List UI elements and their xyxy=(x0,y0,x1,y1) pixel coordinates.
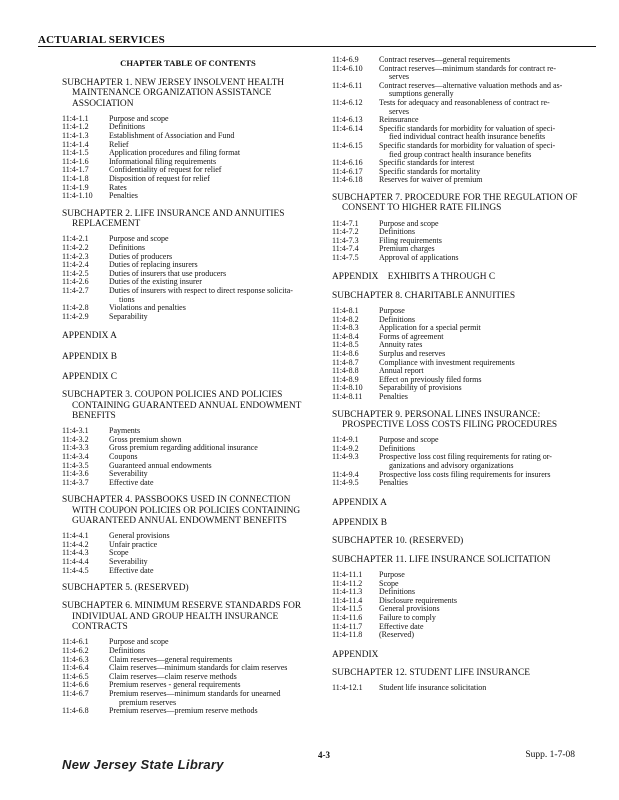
section-title-continuation: serves xyxy=(389,106,409,116)
section-title-block xyxy=(379,479,590,488)
section-title: Tests for adequacy and reasonableness of contract re- xyxy=(379,97,550,107)
section-title: (Reserved) xyxy=(379,630,415,640)
section-title: Purpose and scope xyxy=(379,435,439,445)
section-entry xyxy=(332,471,590,480)
section-title: Definitions xyxy=(109,243,145,253)
subchapter-heading: SUBCHAPTER 5. (RESERVED) xyxy=(62,583,189,594)
section-entry xyxy=(332,99,590,116)
section-entry xyxy=(62,175,314,184)
section-number: 11:4-1.7 xyxy=(62,165,89,175)
appendix-entry: APPENDIX EXHIBITS A THROUGH C xyxy=(332,272,496,283)
section-number: 11:4-6.18 xyxy=(332,175,363,185)
section-title: Premium charges xyxy=(379,244,435,254)
header-rule xyxy=(38,46,596,47)
appendix-entry: APPENDIX C xyxy=(62,371,117,382)
subchapter-heading: SUBCHAPTER 11. LIFE INSURANCE SOLICITATION xyxy=(332,554,551,565)
section-number: 11:4-3.7 xyxy=(62,477,89,487)
running-header: ACTUARIAL SERVICES xyxy=(38,34,165,46)
section-number: 11:4-3.3 xyxy=(62,443,89,453)
section-title: Specific standards for morbidity for valuation of speci- xyxy=(379,140,556,150)
section-number: 11:4-9.3 xyxy=(332,452,359,462)
section-number: 11:4-6.9 xyxy=(332,55,359,64)
section-entry xyxy=(62,427,314,436)
section-title-block xyxy=(109,175,314,184)
section-title: Claim reserves—claim reserve methods xyxy=(109,671,237,681)
section-title: Prospective loss costs filing requirements for insurers xyxy=(379,469,551,479)
section-entry xyxy=(332,384,590,393)
section-number: 11:4-7.1 xyxy=(332,218,359,228)
appendix-entry: APPENDIX B xyxy=(332,518,387,529)
section-title: Claim reserves—general requirements xyxy=(109,654,233,664)
section-entry xyxy=(332,333,590,342)
section-number: 11:4-3.4 xyxy=(62,451,89,461)
section-entry xyxy=(62,558,314,567)
section-entry xyxy=(332,597,590,606)
section-title: Specific standards for mortality xyxy=(379,166,481,176)
section-number: 11:4-6.2 xyxy=(62,645,89,655)
section-title: Relief xyxy=(109,139,129,149)
section-number: 11:4-6.12 xyxy=(332,97,363,107)
section-title: Definitions xyxy=(379,587,415,597)
section-title-block xyxy=(109,707,314,716)
section-number: 11:4-6.13 xyxy=(332,115,363,125)
section-title-block xyxy=(379,384,590,393)
section-title: Definitions xyxy=(379,314,415,324)
section-entry xyxy=(62,192,314,201)
section-entry xyxy=(62,567,314,576)
section-number: 11:4-2.5 xyxy=(62,268,89,278)
section-number: 11:4-6.5 xyxy=(62,671,89,681)
section-entry xyxy=(332,631,590,640)
section-number: 11:4-8.6 xyxy=(332,349,359,359)
section-title-continuation: premium reserves xyxy=(119,697,177,707)
section-entry xyxy=(332,588,590,597)
section-title: Payments xyxy=(109,426,141,436)
section-number: 11:4-1.6 xyxy=(62,156,89,166)
section-number: 11:4-9.2 xyxy=(332,443,359,453)
subchapter-heading: SUBCHAPTER 9. PERSONAL LINES INSURANCE: PROSPECTIVE LOSS COSTS FILING PROCEDURES xyxy=(332,409,558,430)
section-number: 11:4-8.11 xyxy=(332,392,363,401)
section-entry xyxy=(62,304,314,313)
section-number: 11:4-2.7 xyxy=(62,285,89,295)
section-title-block xyxy=(109,541,314,550)
section-title: Effective date xyxy=(109,565,154,575)
section-entry xyxy=(62,244,314,253)
section-entry xyxy=(332,684,590,693)
subchapter-heading: SUBCHAPTER 8. CHARITABLE ANNUITIES xyxy=(332,290,516,301)
section-title: Separability xyxy=(109,311,148,321)
section-title-block xyxy=(109,192,314,201)
section-entry xyxy=(62,638,314,647)
section-number: 11:4-8.3 xyxy=(332,323,359,333)
section-title: Violations and penalties xyxy=(109,303,186,313)
section-number: 11:4-1.5 xyxy=(62,148,89,158)
section-entry xyxy=(62,532,314,541)
section-title-block xyxy=(379,99,590,116)
section-entry xyxy=(332,605,590,614)
section-number: 11:4-2.4 xyxy=(62,260,89,270)
section-entry xyxy=(332,228,590,237)
section-number: 11:4-11.6 xyxy=(332,612,363,622)
section-title: Penalties xyxy=(379,392,408,401)
section-number: 11:4-6.6 xyxy=(62,680,89,690)
toc-title: CHAPTER TABLE OF CONTENTS xyxy=(120,58,256,68)
section-entry xyxy=(332,220,590,229)
section-title: Failure to comply xyxy=(379,612,436,622)
appendix-entry: APPENDIX A xyxy=(332,497,387,508)
section-number: 11:4-11.2 xyxy=(332,578,363,588)
section-title-continuation: ganizations and advisory organizations xyxy=(389,460,514,470)
section-number: 11:4-6.14 xyxy=(332,123,363,133)
section-entry xyxy=(332,176,590,185)
section-title: Purpose and scope xyxy=(109,113,169,123)
section-number: 11:4-9.5 xyxy=(332,478,359,488)
section-number: 11:4-9.4 xyxy=(332,469,359,479)
section-number: 11:4-1.9 xyxy=(62,182,89,192)
section-title: Premium reserves - general requirements xyxy=(109,680,241,690)
section-number: 11:4-9.1 xyxy=(332,435,359,445)
section-number: 11:4-11.5 xyxy=(332,604,363,614)
section-entry xyxy=(332,453,590,470)
section-number: 11:4-8.5 xyxy=(332,340,359,350)
section-title: Definitions xyxy=(379,227,415,237)
subchapter-heading: SUBCHAPTER 6. MINIMUM RESERVE STANDARDS FOR INDIVIDUAL AND GROUP HEALTH INSURANCE CONTRACTS xyxy=(62,601,302,633)
section-title-block xyxy=(109,567,314,576)
section-number: 11:4-11.8 xyxy=(332,630,363,640)
section-entry xyxy=(62,132,314,141)
section-title: Surplus and reserves xyxy=(379,349,446,359)
section-number: 11:4-4.2 xyxy=(62,539,89,549)
section-entry xyxy=(332,571,590,580)
section-title: Confidentiality of request for relief xyxy=(109,165,222,175)
section-number: 11:4-7.5 xyxy=(332,252,359,262)
left-entries xyxy=(62,78,314,716)
section-number: 11:4-8.8 xyxy=(332,366,359,376)
section-title: Forms of agreement xyxy=(379,331,444,341)
section-number: 11:4-1.4 xyxy=(62,139,89,149)
section-title: Compliance with investment requirements xyxy=(379,357,515,367)
section-title: Purpose xyxy=(379,569,405,579)
subchapter-heading: SUBCHAPTER 7. PROCEDURE FOR THE REGULATION OF CONSENT TO HIGHER RATE FILINGS xyxy=(332,192,578,214)
section-entry xyxy=(62,444,314,453)
section-entry xyxy=(332,324,590,333)
section-number: 11:4-4.3 xyxy=(62,548,89,558)
section-title: Gross premium regarding additional insurance xyxy=(109,443,258,453)
section-entry xyxy=(62,184,314,193)
section-title-block xyxy=(109,287,314,304)
section-title: Disposition of request for relief xyxy=(109,174,210,184)
section-title: Scope xyxy=(379,578,399,588)
section-entry xyxy=(332,580,590,589)
section-number: 11:4-1.3 xyxy=(62,131,89,141)
section-number: 11:4-4.4 xyxy=(62,556,89,566)
section-entry xyxy=(332,341,590,350)
section-title-block xyxy=(379,82,590,99)
section-number: 11:4-11.4 xyxy=(332,595,363,605)
section-number: 11:4-1.10 xyxy=(62,191,93,201)
section-number: 11:4-6.7 xyxy=(62,688,89,698)
section-title: Prospective loss cost filing requirements for rating or- xyxy=(379,452,552,462)
section-number: 11:4-8.2 xyxy=(332,314,359,324)
supplement-date: Supp. 1-7-08 xyxy=(525,750,575,760)
section-title: Rates xyxy=(109,182,127,192)
section-entry xyxy=(62,313,314,322)
section-number: 11:4-3.1 xyxy=(62,426,89,436)
section-title: Duties of producers xyxy=(109,251,173,261)
section-title: Penalties xyxy=(379,478,408,488)
section-title: Unfair practice xyxy=(109,539,158,549)
section-title: Effective date xyxy=(379,621,424,631)
section-title: Duties of insurers that use producers xyxy=(109,268,227,278)
section-number: 11:4-7.2 xyxy=(332,227,359,237)
section-title: Disclosure requirements xyxy=(379,595,457,605)
section-entry xyxy=(62,115,314,124)
section-title: Specific standards for morbidity for valuation of speci- xyxy=(379,123,556,133)
section-title-block xyxy=(109,132,314,141)
section-title: Purpose and scope xyxy=(109,637,169,647)
section-title-continuation: fied group contract health insurance benefits xyxy=(389,149,532,159)
section-number: 11:4-8.1 xyxy=(332,306,359,316)
section-title: General provisions xyxy=(109,531,170,541)
section-title: Coupons xyxy=(109,451,138,461)
section-title: Contract reserves—general requirements xyxy=(379,55,511,64)
section-title-continuation: fied individual contract health insurance benefits xyxy=(389,132,546,142)
section-number: 11:4-3.2 xyxy=(62,434,89,444)
section-entry xyxy=(62,707,314,716)
section-number: 11:4-2.1 xyxy=(62,234,89,244)
section-number: 11:4-11.7 xyxy=(332,621,363,631)
section-title: Penalties xyxy=(109,191,138,201)
section-title-continuation: sumptions generally xyxy=(389,89,454,99)
right-column xyxy=(332,56,590,693)
section-entry xyxy=(332,245,590,254)
section-title: Scope xyxy=(109,548,129,558)
appendix-entry: APPENDIX A xyxy=(62,331,117,342)
section-number: 11:4-6.4 xyxy=(62,663,89,673)
section-entry xyxy=(332,393,590,402)
section-title: Filing requirements xyxy=(379,235,442,245)
section-title: Reserves for waiver of premium xyxy=(379,175,483,185)
section-title: Purpose and scope xyxy=(379,218,439,228)
section-title: Application for a special permit xyxy=(379,323,481,333)
section-entry xyxy=(62,541,314,550)
section-number: 11:4-8.10 xyxy=(332,383,363,393)
section-title: Contract reserves—minimum standards for contract re- xyxy=(379,63,557,73)
section-title: General provisions xyxy=(379,604,440,614)
section-title-block xyxy=(379,176,590,185)
section-title-block xyxy=(379,142,590,159)
section-title: Approval of applications xyxy=(379,252,459,262)
section-number: 11:4-6.11 xyxy=(332,80,363,90)
section-title-block xyxy=(379,571,590,580)
section-entry xyxy=(332,237,590,246)
section-title-block xyxy=(109,444,314,453)
section-title: Purpose and scope xyxy=(109,234,169,244)
section-title: Duties of replacing insurers xyxy=(109,260,198,270)
section-title-block xyxy=(109,479,314,488)
section-number: 11:4-7.3 xyxy=(332,235,359,245)
section-title: Establishment of Association and Fund xyxy=(109,131,235,141)
section-number: 11:4-1.8 xyxy=(62,174,89,184)
section-entry xyxy=(332,359,590,368)
subchapter-heading: SUBCHAPTER 2. LIFE INSURANCE AND ANNUITIES REPLACEMENT xyxy=(62,208,285,230)
section-number: 11:4-11.3 xyxy=(332,587,363,597)
section-title: Premium reserves—premium reserve methods xyxy=(109,706,258,716)
section-number: 11:4-2.6 xyxy=(62,277,89,287)
section-title-block xyxy=(379,65,590,82)
section-entry xyxy=(62,287,314,304)
subchapter-heading: SUBCHAPTER 3. COUPON POLICIES AND POLICIES CONTAINING GUARANTEED ANNUAL ENDOWMENT BENEFITS xyxy=(62,390,302,421)
section-entry xyxy=(332,614,590,623)
section-entry xyxy=(332,125,590,142)
library-logo: New Jersey State Library xyxy=(62,757,224,772)
section-number: 11:4-3.6 xyxy=(62,469,89,479)
section-entry xyxy=(332,82,590,99)
section-number: 11:4-6.16 xyxy=(332,158,363,168)
section-number: 11:4-2.9 xyxy=(62,311,89,321)
section-number: 11:4-4.5 xyxy=(62,565,89,575)
section-entry xyxy=(332,623,590,632)
section-number: 11:4-1.1 xyxy=(62,113,89,123)
section-title: Effective date xyxy=(109,477,154,487)
right-entries xyxy=(332,56,590,693)
subchapter-heading: SUBCHAPTER 4. PASSBOOKS USED IN CONNECTION WITH COUPON POLICIES OR POLICIES CONTAINING GUARANTEED ANNUAL ENDOWMENT BENEFITS xyxy=(62,495,301,526)
section-title-block xyxy=(379,393,590,402)
section-number: 11:4-6.1 xyxy=(62,637,89,647)
section-number: 11:4-6.8 xyxy=(62,706,89,716)
section-title: Claim reserves—minimum standards for claim reserves xyxy=(109,663,288,673)
section-title-block xyxy=(109,690,314,707)
section-number: 11:4-2.3 xyxy=(62,251,89,261)
section-entry xyxy=(332,307,590,316)
section-title: Annual report xyxy=(379,366,424,376)
section-title: Separability of provisions xyxy=(379,383,462,393)
section-title-block xyxy=(109,184,314,193)
section-number: 11:4-6.17 xyxy=(332,166,363,176)
section-title: Severability xyxy=(109,556,148,566)
appendix-entry: APPENDIX xyxy=(332,649,379,660)
section-number: 11:4-2.2 xyxy=(62,243,89,253)
subchapter-heading: SUBCHAPTER 10. (RESERVED) xyxy=(332,536,464,547)
section-title: Guaranteed annual endowments xyxy=(109,460,212,470)
section-number: 11:4-7.4 xyxy=(332,244,359,254)
section-title: Premium reserves—minimum standards for unearned xyxy=(109,688,281,698)
section-entry xyxy=(332,254,590,263)
section-title: Effect on previously filed forms xyxy=(379,374,482,384)
section-number: 11:4-1.2 xyxy=(62,122,89,132)
section-title: Severability xyxy=(109,469,148,479)
section-title-continuation: tions xyxy=(119,294,135,304)
section-title: Purpose xyxy=(379,306,405,316)
section-entry xyxy=(332,142,590,159)
section-number: 11:4-6.15 xyxy=(332,140,363,150)
subchapter-heading: SUBCHAPTER 12. STUDENT LIFE INSURANCE xyxy=(332,667,531,678)
section-number: 11:4-8.4 xyxy=(332,331,359,341)
section-number: 11:4-6.10 xyxy=(332,63,363,73)
section-title-block xyxy=(379,254,590,263)
section-entry xyxy=(332,479,590,488)
section-title: Definitions xyxy=(379,443,415,453)
section-title: Duties of insurers with respect to direct response solicita- xyxy=(109,285,293,295)
section-title-block xyxy=(109,313,314,322)
section-title: Gross premium shown xyxy=(109,434,182,444)
section-title-continuation: serves xyxy=(389,72,409,82)
subchapter-heading: SUBCHAPTER 1. NEW JERSEY INSOLVENT HEALTH MAINTENANCE ORGANIZATION ASSISTANCE ASSOCIATION xyxy=(62,78,285,109)
section-title-block xyxy=(379,684,590,693)
section-number: 11:4-8.9 xyxy=(332,374,359,384)
section-entry xyxy=(62,549,314,558)
appendix-entry: APPENDIX B xyxy=(62,351,117,362)
section-number: 11:4-12.1 xyxy=(332,683,363,693)
section-entry xyxy=(62,235,314,244)
section-title-block xyxy=(379,631,590,640)
section-title: Student life insurance solicitation xyxy=(379,683,487,693)
section-entry xyxy=(62,470,314,479)
section-number: 11:4-11.1 xyxy=(332,569,363,579)
section-title-block xyxy=(379,125,590,142)
section-entry xyxy=(332,436,590,445)
section-entry xyxy=(62,690,314,707)
section-title: Duties of the existing insurer xyxy=(109,277,202,287)
section-title: Informational filing requirements xyxy=(109,156,217,166)
page-number: 4-3 xyxy=(318,750,330,760)
section-number: 11:4-8.7 xyxy=(332,357,359,367)
section-title: Application procedures and filing format xyxy=(109,148,241,158)
section-title: Annuity rates xyxy=(379,340,423,350)
section-title: Contract reserves—alternative valuation methods and as- xyxy=(379,80,563,90)
section-entry xyxy=(62,479,314,488)
section-title-block xyxy=(379,471,590,480)
section-title: Definitions xyxy=(109,645,145,655)
section-number: 11:4-6.3 xyxy=(62,654,89,664)
left-column xyxy=(62,56,314,716)
section-title: Specific standards for interest xyxy=(379,158,475,168)
section-number: 11:4-2.8 xyxy=(62,303,89,313)
section-title: Reinsurance xyxy=(379,115,419,125)
section-number: 11:4-3.5 xyxy=(62,460,89,470)
section-entry xyxy=(62,462,314,471)
section-entry xyxy=(332,65,590,82)
section-title: Definitions xyxy=(109,122,145,132)
section-title-block xyxy=(379,453,590,470)
section-number: 11:4-4.1 xyxy=(62,531,89,541)
